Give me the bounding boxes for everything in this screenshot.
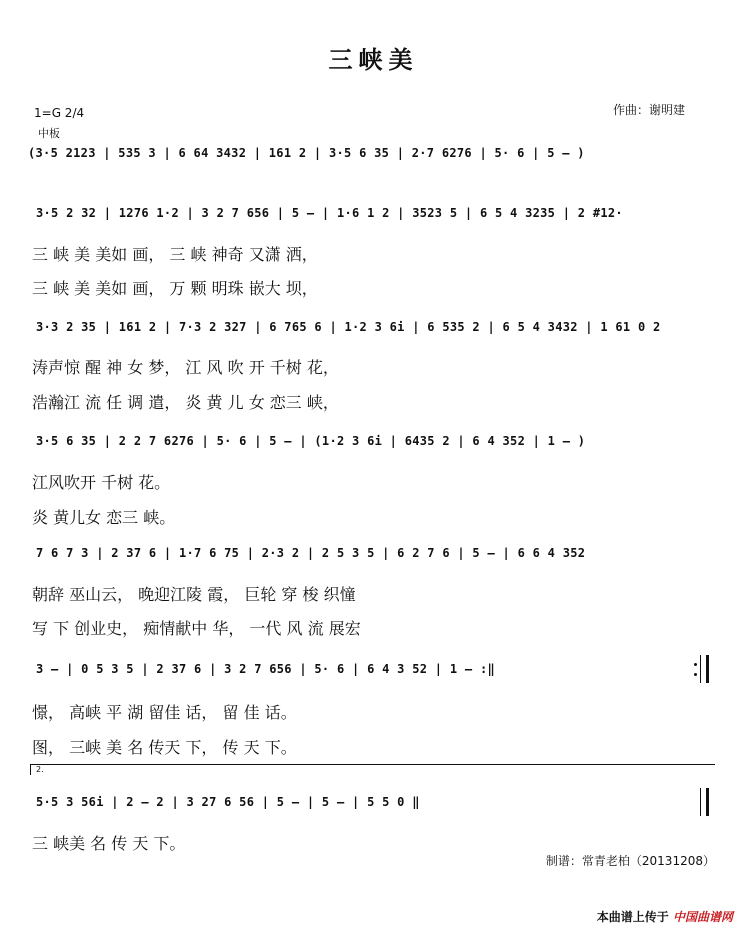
lyric-line: 江风吹开 千树 花。 [32,473,171,492]
notation-line: (3·5 2123 | 535 3 | 6 64 3432 | 161 2 | 3·5 6 35 | 2·7 6276 | 5· 6 | 5 – ) [28,146,585,160]
lyric-line: 炎 黄儿女 恋三 峡。 [32,508,176,527]
lyric-line: 三 峡 美 美如 画， 万 颗 明珠 嵌大 坝， [32,279,318,298]
barline [700,788,701,816]
lyric-line: 涛声惊 醒 神 女 梦， 江 风 吹 开 千树 花， [32,358,339,377]
footer-text: 本曲谱上传于 [596,910,669,924]
repeat-barline [706,655,709,683]
notation-line: 3·5 6 35 | 2 2 7 6276 | 5· 6 | 5 – | (1·2 3 6i | 6435 2 | 6 4 352 | 1 – ) [36,434,586,448]
notation-line: 3·3 2 35 | 161 2 | 7·3 2 327 | 6 765 6 | 1·2 3 6i | 6 535 2 | 6 5 4 3432 | 1 61 0 2 [36,320,661,334]
lyric-line: 三 峡 美 美如 画， 三 峡 神奇 又潇 洒， [32,245,318,264]
lyric-line: 三 峡美 名 传 天 下。 [32,834,186,853]
lyric-line: 朝辞 巫山云， 晚迎江陵 霞， 巨轮 穿 梭 织憧 [32,585,356,604]
transcriber-credit: 制谱：常青老柏（20131208） [545,854,715,868]
composer-credit: 作曲：谢明建 [612,103,685,117]
notation-line: 5·5 3 56i | 2 – 2 | 3 27 6 56 | 5 – | 5 – | 5 5 0 ‖ [36,795,420,809]
final-barline [706,788,709,816]
lyric-line: 浩瀚江 流 任 调 遣， 炎 黄 儿 女 恋三 峡， [32,393,339,412]
notation-line: 3·5 2 32 | 1276 1·2 | 3 2 7 656 | 5 – | 1·6 1 2 | 3523 5 | 6 5 4 3235 | 2 #12· [36,206,623,220]
song-title: 三峡美 [328,46,419,74]
volta-bracket [30,764,715,775]
footer-watermark [597,908,733,925]
tempo-marking: 中板 [38,127,60,140]
key-signature: 1=G 2/4 [34,106,85,120]
barline [700,655,701,683]
repeat-dot [694,673,697,676]
site-logo: 中国曲谱网 [672,910,733,924]
notation-line: 7 6 7 3 | 2 37 6 | 1·7 6 75 | 2·3 2 | 2 5 3 5 | 6 2 7 6 | 5 – | 6 6 4 352 [36,546,586,560]
volta-number: 2. [36,765,44,774]
lyric-line: 图， 三峡 美 名 传天 下， 传 天 下。 [32,738,297,757]
notation-line: 3 – | 0 5 3 5 | 2 37 6 | 3 2 7 656 | 5· 6 | 6 4 3 52 | 1 – :‖ [36,662,496,676]
lyric-line: 写 下 创业史， 痴情献中 华， 一代 风 流 展宏 [32,619,361,638]
lyric-line: 憬， 高峡 平 湖 留佳 话， 留 佳 话。 [32,703,297,722]
repeat-dot [694,663,697,666]
